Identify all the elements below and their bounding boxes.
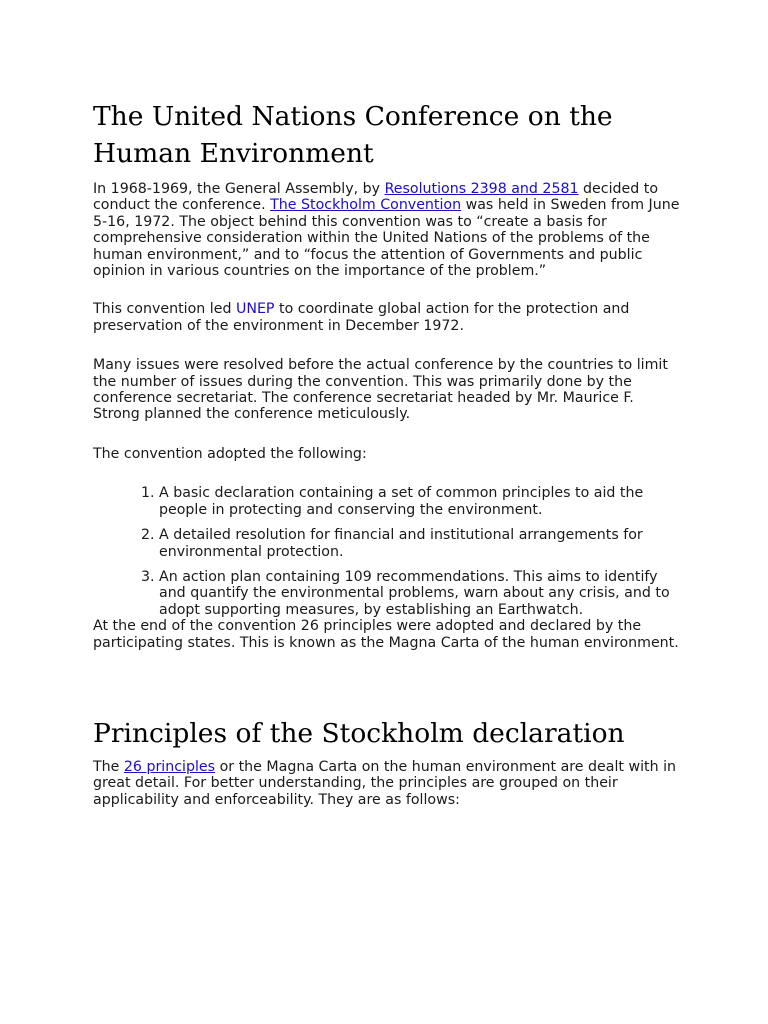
document-page bbox=[93, 98, 683, 808]
unep-paragraph bbox=[93, 301, 683, 334]
intro-text-3: was held in Sweden from June 5-16, 1972. The object behind this convention was to “create a basis for comprehensive consideration within the United Nations of the problems of the human environment,” and to “focus the attention of Governments and public opinion in various countries on the importance of the problem.” bbox=[93, 197, 680, 280]
unep-text-1: This convention led bbox=[93, 301, 236, 318]
intro-text-2: decided to conduct the conference. bbox=[93, 181, 659, 214]
principles-text-2: or the Magna Carta on the human environment are dealt with in great detail. For better understanding, the principles are grouped on their applicability and enforceability. They are as follows: bbox=[93, 758, 677, 808]
end-paragraph: At the end of the convention 26 principles were adopted and declared by the participating states. This is known as the Magna Carta of the human environment. bbox=[93, 618, 679, 651]
unep-link[interactable]: UNEP bbox=[235, 301, 275, 318]
adopted-intro-paragraph: The convention adopted the following: bbox=[93, 445, 367, 462]
list-item: 1. A basic declaration containing a set of common principles to aid the people in protecting and conserving the environment. bbox=[159, 485, 683, 518]
section-heading-principles: Principles of the Stockholm declaration bbox=[93, 717, 625, 749]
principles-paragraph bbox=[93, 759, 683, 808]
intro-text-1: In 1968-1969, the General Assembly, by bbox=[93, 181, 385, 197]
stockholm-convention-link[interactable]: The Stockholm Convention bbox=[270, 197, 462, 214]
unep-text-2: to coordinate global action for the protection and preservation of the environment in December 1972. bbox=[93, 301, 630, 334]
26-principles-link[interactable]: 26 principles bbox=[123, 758, 216, 775]
list-item: 2. A detailed resolution for financial and institutional arrangements for environmental protection. bbox=[159, 527, 683, 560]
list-item: 3. An action plan containing 109 recommendations. This aims to identify and quantify the environmental problems, warn about any crisis, and to adopt supporting measures, by establishing an Earthwatch. bbox=[159, 569, 683, 618]
principles-text-1: The bbox=[93, 758, 124, 775]
section-heading-conference: The United Nations Conference on the Human Environment bbox=[93, 101, 613, 169]
issues-paragraph: Many issues were resolved before the actual conference by the countries to limit the number of issues during the convention. This was primarily done by the conference secretariat. The conference secretariat headed by Mr. Maurice F. Strong planned the conference meticulously. bbox=[93, 357, 668, 423]
intro-paragraph bbox=[93, 181, 683, 279]
adopted-items-list bbox=[93, 485, 683, 618]
resolutions-link[interactable]: Resolutions 2398 and 2581 bbox=[384, 181, 579, 197]
